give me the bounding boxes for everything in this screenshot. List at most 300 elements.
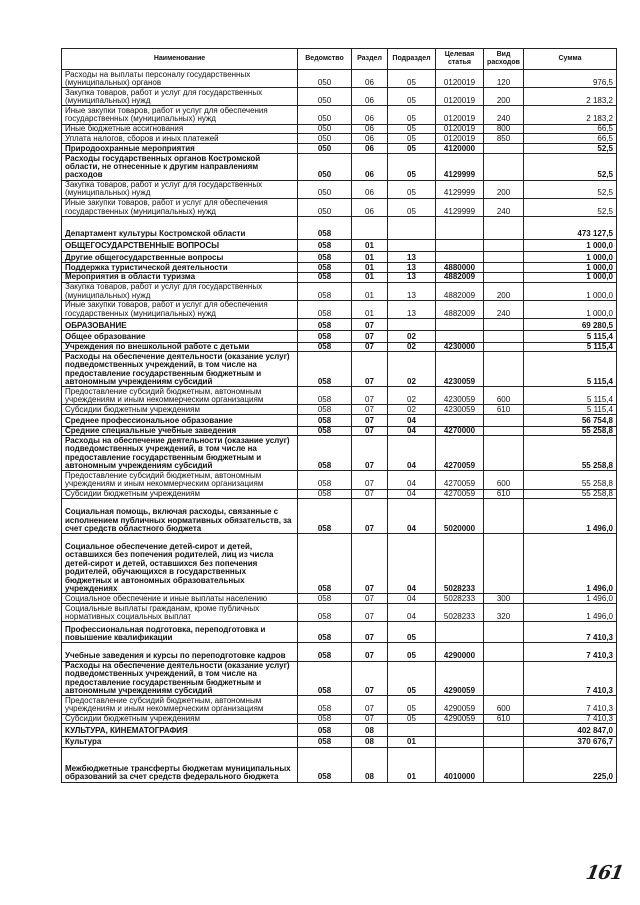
table-row — [62, 661, 617, 696]
row-expense-type: 200 — [484, 180, 524, 198]
row-name: Социальное обеспечение детей-сирот и детей, оставшихся без попечения родителей, лиц из числа детей-сирот и детей, оставшихся без попечения родителей, обучающихся в государственных бюджетных и автономных образовательных учреждениях — [62, 534, 298, 594]
row-expense-type: 200 — [484, 282, 524, 300]
header-department: Ведомство — [298, 49, 352, 70]
row-section: 06 — [352, 88, 388, 106]
row-name: Социальное обеспечение и иные выплаты населению — [62, 594, 298, 604]
row-name: Поддержка туристической деятельности — [62, 263, 298, 273]
row-subsection: 01 — [388, 747, 436, 782]
row-department: 058 — [298, 251, 352, 262]
row-department: 058 — [298, 471, 352, 489]
row-expense-type — [484, 661, 524, 696]
row-subsection: 05 — [388, 643, 436, 661]
row-expense-type — [484, 239, 524, 251]
row-department: 058 — [298, 331, 352, 342]
table-row — [62, 489, 617, 499]
row-subsection: 04 — [388, 594, 436, 604]
row-name: Иные бюджетные ассигнования — [62, 124, 298, 134]
row-subsection: 01 — [388, 736, 436, 747]
row-department: 058 — [298, 387, 352, 405]
row-amount: 55 258,8 — [524, 471, 617, 489]
row-subsection: 04 — [388, 471, 436, 489]
table-row — [62, 714, 617, 724]
table-row — [62, 342, 617, 352]
row-subsection: 13 — [388, 263, 436, 273]
row-amount: 5 115,4 — [524, 405, 617, 415]
row-expense-type — [484, 622, 524, 643]
row-department: 050 — [298, 106, 352, 124]
row-amount: 2 183,2 — [524, 106, 617, 124]
row-expense-type — [484, 415, 524, 426]
row-expense-type: 240 — [484, 106, 524, 124]
row-expense-type — [484, 724, 524, 736]
row-name: Общее образование — [62, 331, 298, 342]
row-name: Межбюджетные трансферты бюджетам муниципальных образований за счет средств федерального бюджета — [62, 747, 298, 782]
row-amount: 52,5 — [524, 180, 617, 198]
row-target-article: 5028233 — [436, 534, 484, 594]
row-amount: 1 496,0 — [524, 604, 617, 622]
row-amount: 7 410,3 — [524, 714, 617, 724]
row-target-article: 5028233 — [436, 604, 484, 622]
row-name: Расходы на обеспечение деятельности (оказание услуг) подведомственных учреждений, в том числе на предоставление государственным бюджетным и автономным учреждениям субсидий — [62, 436, 298, 471]
row-section: 07 — [352, 604, 388, 622]
row-expense-type — [484, 436, 524, 471]
table-row — [62, 88, 617, 106]
row-name: Субсидии бюджетным учреждениям — [62, 405, 298, 415]
row-expense-type: 600 — [484, 471, 524, 489]
row-subsection: 04 — [388, 604, 436, 622]
table-body — [62, 70, 617, 783]
row-expense-type: 610 — [484, 489, 524, 499]
row-subsection: 04 — [388, 415, 436, 426]
table-row — [62, 106, 617, 124]
row-name: ОБРАЗОВАНИЕ — [62, 319, 298, 331]
row-amount: 52,5 — [524, 144, 617, 154]
row-section: 06 — [352, 144, 388, 154]
row-subsection: 05 — [388, 198, 436, 216]
row-subsection — [388, 239, 436, 251]
row-target-article — [436, 217, 484, 240]
row-name: Среднее профессиональное образование — [62, 415, 298, 426]
row-target-article: 4129999 — [436, 198, 484, 216]
row-name: КУЛЬТУРА, КИНЕМАТОГРАФИЯ — [62, 724, 298, 736]
row-target-article: 0120019 — [436, 124, 484, 134]
row-amount: 5 115,4 — [524, 352, 617, 387]
row-department: 050 — [298, 124, 352, 134]
row-amount: 370 676,7 — [524, 736, 617, 747]
row-subsection: 04 — [388, 426, 436, 436]
row-subsection: 04 — [388, 534, 436, 594]
row-amount: 66,5 — [524, 134, 617, 144]
row-subsection — [388, 217, 436, 240]
row-expense-type — [484, 534, 524, 594]
row-subsection: 05 — [388, 696, 436, 714]
row-target-article: 4882009 — [436, 300, 484, 318]
row-name: Учреждения по внешкольной работе с детьми — [62, 342, 298, 352]
row-name: Расходы на обеспечение деятельности (оказание услуг) подведомственных учреждений, в том числе на предоставление государственным бюджетным и автономным учреждениям субсидий — [62, 661, 298, 696]
row-department: 050 — [298, 70, 352, 88]
row-name: Закупка товаров, работ и услуг для государственных (муниципальных) нужд — [62, 282, 298, 300]
row-subsection — [388, 724, 436, 736]
row-subsection: 13 — [388, 300, 436, 318]
row-section — [352, 217, 388, 240]
row-amount: 55 258,8 — [524, 489, 617, 499]
header-section: Раздел — [352, 49, 388, 70]
table-header-row — [62, 49, 617, 70]
row-amount: 7 410,3 — [524, 696, 617, 714]
row-subsection: 02 — [388, 405, 436, 415]
row-expense-type — [484, 144, 524, 154]
row-section: 07 — [352, 714, 388, 724]
row-amount: 1 496,0 — [524, 534, 617, 594]
row-expense-type: 120 — [484, 70, 524, 88]
row-subsection: 05 — [388, 154, 436, 181]
table-row — [62, 217, 617, 240]
row-amount: 225,0 — [524, 747, 617, 782]
row-section: 01 — [352, 300, 388, 318]
table-row — [62, 239, 617, 251]
row-amount: 1 496,0 — [524, 594, 617, 604]
row-department: 058 — [298, 661, 352, 696]
row-target-article: 4230059 — [436, 387, 484, 405]
row-expense-type — [484, 342, 524, 352]
row-target-article — [436, 724, 484, 736]
row-section: 07 — [352, 426, 388, 436]
header-expense-type: Вид расходов — [484, 49, 524, 70]
row-amount: 56 754,8 — [524, 415, 617, 426]
header-name: Наименование — [62, 49, 298, 70]
table-row — [62, 405, 617, 415]
row-subsection: 05 — [388, 134, 436, 144]
row-expense-type: 240 — [484, 300, 524, 318]
row-amount: 1 000,0 — [524, 239, 617, 251]
row-department: 050 — [298, 154, 352, 181]
row-name: Департамент культуры Костромской области — [62, 217, 298, 240]
row-section: 06 — [352, 198, 388, 216]
row-expense-type: 800 — [484, 124, 524, 134]
table-row — [62, 282, 617, 300]
row-expense-type — [484, 426, 524, 436]
row-subsection: 02 — [388, 352, 436, 387]
table-row — [62, 331, 617, 342]
row-section: 06 — [352, 106, 388, 124]
row-section: 07 — [352, 594, 388, 604]
table-row — [62, 724, 617, 736]
row-subsection — [388, 319, 436, 331]
table-row — [62, 251, 617, 262]
row-target-article: 5028233 — [436, 594, 484, 604]
row-department: 058 — [298, 489, 352, 499]
row-department: 050 — [298, 180, 352, 198]
row-expense-type — [484, 499, 524, 534]
row-amount: 1 000,0 — [524, 300, 617, 318]
table-row — [62, 747, 617, 782]
row-amount: 52,5 — [524, 154, 617, 181]
table-row — [62, 534, 617, 594]
table-row — [62, 124, 617, 134]
row-department: 058 — [298, 499, 352, 534]
row-department: 058 — [298, 747, 352, 782]
row-target-article: 4290059 — [436, 714, 484, 724]
table-row — [62, 436, 617, 471]
row-department: 058 — [298, 714, 352, 724]
table-row — [62, 272, 617, 282]
row-name: Закупка товаров, работ и услуг для государственных (муниципальных) нужд — [62, 180, 298, 198]
table-row — [62, 198, 617, 216]
row-section: 07 — [352, 643, 388, 661]
table-row — [62, 696, 617, 714]
row-subsection: 05 — [388, 70, 436, 88]
row-department: 058 — [298, 405, 352, 415]
row-department: 058 — [298, 622, 352, 643]
row-section: 01 — [352, 251, 388, 262]
table-row — [62, 300, 617, 318]
row-name: Природоохранные мероприятия — [62, 144, 298, 154]
row-department: 050 — [298, 88, 352, 106]
row-expense-type — [484, 747, 524, 782]
row-amount: 5 115,4 — [524, 342, 617, 352]
row-subsection: 04 — [388, 436, 436, 471]
row-name: Средние специальные учебные заведения — [62, 426, 298, 436]
row-name: Закупка товаров, работ и услуг для государственных (муниципальных) нужд — [62, 88, 298, 106]
row-amount: 1 000,0 — [524, 263, 617, 273]
table-row — [62, 736, 617, 747]
row-department: 058 — [298, 696, 352, 714]
row-expense-type: 610 — [484, 405, 524, 415]
row-amount: 5 115,4 — [524, 331, 617, 342]
row-department: 058 — [298, 282, 352, 300]
table-row — [62, 180, 617, 198]
table-row — [62, 70, 617, 88]
table-row — [62, 415, 617, 426]
row-section: 07 — [352, 331, 388, 342]
row-section: 07 — [352, 405, 388, 415]
row-name: Иные закупки товаров, работ и услуг для обеспечения государственных (муниципальных) нужд — [62, 106, 298, 124]
row-expense-type — [484, 643, 524, 661]
row-name: Субсидии бюджетным учреждениям — [62, 714, 298, 724]
row-amount: 473 127,5 — [524, 217, 617, 240]
row-amount: 402 847,0 — [524, 724, 617, 736]
row-subsection: 05 — [388, 144, 436, 154]
row-expense-type — [484, 319, 524, 331]
row-name: ОБЩЕГОСУДАРСТВЕННЫЕ ВОПРОСЫ — [62, 239, 298, 251]
row-expense-type: 600 — [484, 387, 524, 405]
table-row — [62, 319, 617, 331]
row-target-article: 4230059 — [436, 352, 484, 387]
row-target-article: 4882009 — [436, 272, 484, 282]
table-row — [62, 144, 617, 154]
row-name: Расходы на обеспечение деятельности (оказание услуг) подведомственных учреждений, в том числе на предоставление государственным бюджетным и автономным учреждениям субсидий — [62, 352, 298, 387]
row-department: 058 — [298, 300, 352, 318]
row-department: 058 — [298, 436, 352, 471]
row-amount: 1 496,0 — [524, 499, 617, 534]
row-target-article: 0120019 — [436, 134, 484, 144]
row-department: 058 — [298, 342, 352, 352]
row-amount: 7 410,3 — [524, 661, 617, 696]
table-row — [62, 643, 617, 661]
row-expense-type: 240 — [484, 198, 524, 216]
row-department: 058 — [298, 319, 352, 331]
row-target-article — [436, 319, 484, 331]
row-expense-type: 610 — [484, 714, 524, 724]
row-target-article: 0120019 — [436, 106, 484, 124]
row-section: 07 — [352, 415, 388, 426]
table-row — [62, 471, 617, 489]
row-name: Расходы государственных органов Костромской области, не отнесенные к другим направлениям расходов — [62, 154, 298, 181]
row-target-article: 4290059 — [436, 661, 484, 696]
row-expense-type — [484, 217, 524, 240]
row-department: 050 — [298, 134, 352, 144]
row-section: 07 — [352, 696, 388, 714]
row-amount: 2 183,2 — [524, 88, 617, 106]
row-section: 08 — [352, 747, 388, 782]
row-target-article: 4880000 — [436, 263, 484, 273]
row-name: Культура — [62, 736, 298, 747]
row-expense-type: 200 — [484, 88, 524, 106]
row-subsection: 05 — [388, 106, 436, 124]
row-target-article: 4270059 — [436, 489, 484, 499]
row-amount: 69 280,5 — [524, 319, 617, 331]
row-target-article: 4230000 — [436, 342, 484, 352]
row-expense-type: 600 — [484, 696, 524, 714]
row-subsection: 05 — [388, 661, 436, 696]
row-subsection: 02 — [388, 387, 436, 405]
row-target-article — [436, 415, 484, 426]
row-expense-type — [484, 736, 524, 747]
row-section: 06 — [352, 134, 388, 144]
row-target-article: 0120019 — [436, 88, 484, 106]
row-expense-type — [484, 154, 524, 181]
row-amount: 52,5 — [524, 198, 617, 216]
table-row — [62, 604, 617, 622]
row-target-article: 4270000 — [436, 426, 484, 436]
row-target-article — [436, 251, 484, 262]
row-department: 058 — [298, 352, 352, 387]
row-subsection: 13 — [388, 282, 436, 300]
row-department: 058 — [298, 415, 352, 426]
row-name: Социальные выплаты гражданам, кроме публичных нормативных социальных выплат — [62, 604, 298, 622]
row-department: 050 — [298, 198, 352, 216]
row-amount: 1 000,0 — [524, 282, 617, 300]
handwritten-page-number: 161 — [584, 862, 625, 884]
row-section: 07 — [352, 387, 388, 405]
row-amount: 5 115,4 — [524, 387, 617, 405]
row-amount: 1 000,0 — [524, 272, 617, 282]
row-name: Учебные заведения и курсы по переподготовке кадров — [62, 643, 298, 661]
row-subsection: 05 — [388, 124, 436, 134]
table-row — [62, 387, 617, 405]
table-row — [62, 352, 617, 387]
row-name: Предоставление субсидий бюджетным, автономным учреждениям и иным некоммерческим организациям — [62, 696, 298, 714]
row-department: 058 — [298, 426, 352, 436]
row-amount: 7 410,3 — [524, 643, 617, 661]
row-expense-type — [484, 352, 524, 387]
row-name: Профессиональная подготовка, переподготовка и повышение квалификации — [62, 622, 298, 643]
table-row — [62, 263, 617, 273]
row-name: Иные закупки товаров, работ и услуг для обеспечения государственных (муниципальных) нужд — [62, 300, 298, 318]
row-name: Расходы на выплаты персоналу государственных (муниципальных) органов — [62, 70, 298, 88]
row-subsection: 02 — [388, 342, 436, 352]
row-subsection: 02 — [388, 331, 436, 342]
row-name: Другие общегосударственные вопросы — [62, 251, 298, 262]
row-department: 058 — [298, 604, 352, 622]
row-subsection: 13 — [388, 272, 436, 282]
row-amount: 1 000,0 — [524, 251, 617, 262]
table-row — [62, 499, 617, 534]
row-section: 01 — [352, 282, 388, 300]
row-target-article: 4270059 — [436, 471, 484, 489]
row-department: 058 — [298, 643, 352, 661]
row-expense-type: 320 — [484, 604, 524, 622]
row-department: 058 — [298, 736, 352, 747]
row-target-article: 0120019 — [436, 70, 484, 88]
row-department: 058 — [298, 594, 352, 604]
row-target-article: 4010000 — [436, 747, 484, 782]
row-name: Предоставление субсидий бюджетным, автономным учреждениям и иным некоммерческим организациям — [62, 387, 298, 405]
row-section: 06 — [352, 124, 388, 134]
row-section: 07 — [352, 342, 388, 352]
row-subsection: 04 — [388, 489, 436, 499]
row-expense-type: 850 — [484, 134, 524, 144]
row-section: 08 — [352, 736, 388, 747]
row-department: 058 — [298, 272, 352, 282]
row-target-article — [436, 622, 484, 643]
row-name: Мероприятия в области туризма — [62, 272, 298, 282]
row-target-article: 4290059 — [436, 696, 484, 714]
row-expense-type — [484, 331, 524, 342]
row-target-article: 4882009 — [436, 282, 484, 300]
row-subsection: 04 — [388, 499, 436, 534]
row-expense-type: 300 — [484, 594, 524, 604]
row-target-article: 4290000 — [436, 643, 484, 661]
row-department: 058 — [298, 534, 352, 594]
table-row — [62, 622, 617, 643]
row-department: 058 — [298, 239, 352, 251]
row-section: 01 — [352, 239, 388, 251]
row-amount: 66,5 — [524, 124, 617, 134]
row-subsection: 05 — [388, 622, 436, 643]
row-target-article: 4120000 — [436, 144, 484, 154]
row-section: 07 — [352, 352, 388, 387]
row-department: 058 — [298, 263, 352, 273]
row-section: 07 — [352, 319, 388, 331]
row-section: 07 — [352, 489, 388, 499]
row-target-article: 4129999 — [436, 180, 484, 198]
header-amount: Сумма — [524, 49, 617, 70]
row-department: 058 — [298, 724, 352, 736]
row-section: 07 — [352, 499, 388, 534]
row-amount: 55 258,8 — [524, 436, 617, 471]
row-subsection: 05 — [388, 714, 436, 724]
row-target-article: 5020000 — [436, 499, 484, 534]
row-name: Социальная помощь, включая расходы, связанные с исполнением публичных нормативных обязательств, за счет средств областного бюджета — [62, 499, 298, 534]
row-name: Субсидии бюджетным учреждениям — [62, 489, 298, 499]
row-subsection: 13 — [388, 251, 436, 262]
row-section: 08 — [352, 724, 388, 736]
row-section: 06 — [352, 70, 388, 88]
row-name: Уплата налогов, сборов и иных платежей — [62, 134, 298, 144]
row-section: 07 — [352, 471, 388, 489]
row-section: 01 — [352, 263, 388, 273]
row-section: 01 — [352, 272, 388, 282]
header-subsection: Подраздел — [388, 49, 436, 70]
row-target-article: 4270059 — [436, 436, 484, 471]
header-target-article: Целевая статья — [436, 49, 484, 70]
row-section: 07 — [352, 534, 388, 594]
row-section: 07 — [352, 622, 388, 643]
row-amount: 7 410,3 — [524, 622, 617, 643]
row-expense-type — [484, 251, 524, 262]
row-expense-type — [484, 272, 524, 282]
